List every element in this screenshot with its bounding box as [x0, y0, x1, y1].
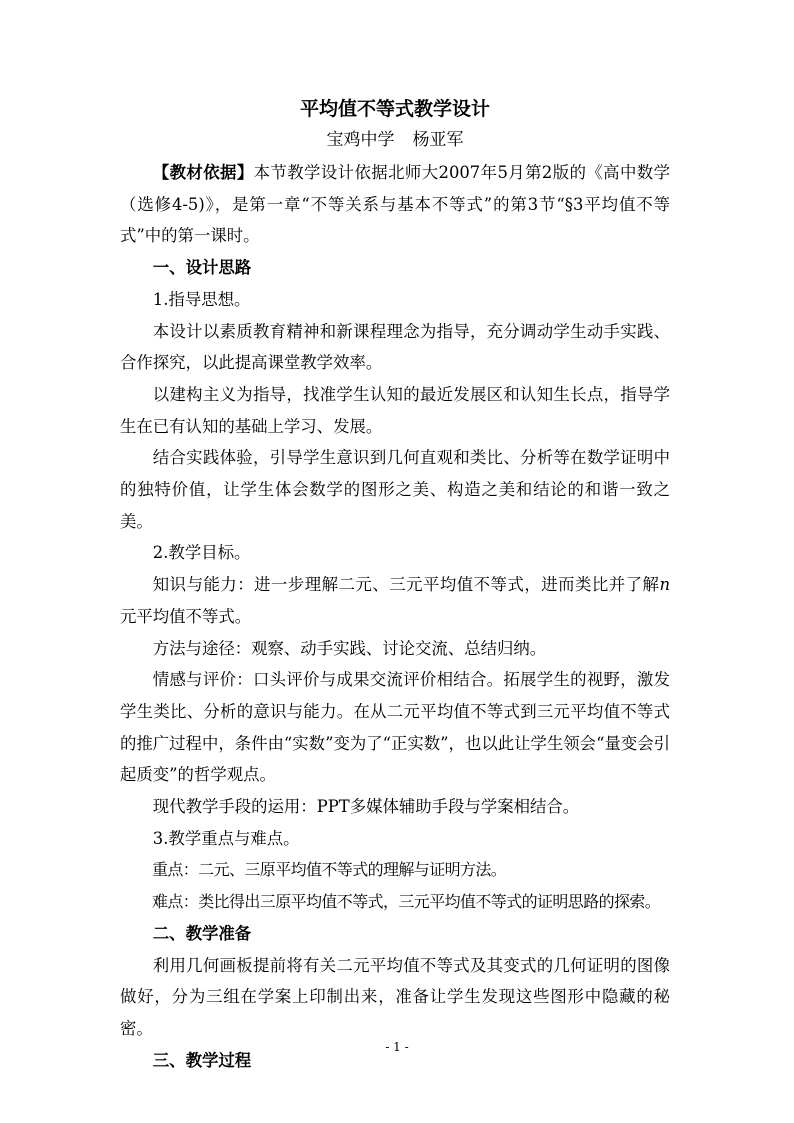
subheading-teaching-goals: 2.教学目标。: [152, 543, 251, 563]
paragraph-guiding-3: 结合实践体验，引导学生意识到几何直观和类比、分析等在数学证明中的独特价值，让学生体会数学的图形之美、构造之美和结论的和谐一致之美。: [120, 448, 670, 531]
goal-method: 方法与途径：观察、动手实践、讨论交流、总结归纳。: [152, 638, 547, 658]
author-line: [120, 127, 670, 153]
section-heading-design: 一、设计思路: [152, 258, 252, 278]
textbook-basis-paragraph: [120, 157, 670, 252]
document-body: [120, 97, 670, 1076]
goal-knowledge-text: 知识与能力：进一步理解二元、三元平均值不等式，进而类比并了解: [152, 575, 660, 595]
author-name: 杨亚军: [412, 130, 464, 150]
paragraph-guiding-1: 本设计以素质教育精神和新课程理念为指导，充分调动学生动手实践、合作探究，以此提高课堂教学效率。: [120, 321, 670, 373]
subheading-guiding-idea: 1.指导思想。: [152, 289, 251, 309]
paragraph-guiding-2: 以建构主义为指导，找准学生认知的最近发展区和认知生长点，指导学生在已有认知的基础上学习、发展。: [120, 384, 670, 436]
basis-text: 本节教学设计依据北师大2007年5月第2版的《高中数学（选修4-5)》，是第一章“不等关系与基本不等式”的第3节“§3平均值不等式”中的第一课时。: [120, 163, 670, 246]
section-heading-process: 三、教学过程: [152, 1050, 252, 1070]
goal-knowledge: [120, 569, 670, 632]
subheading-key-points: 3.教学重点与难点。: [152, 828, 300, 848]
goal-tech: 现代教学手段的运用：PPT多媒体辅助手段与学案相结合。: [152, 797, 580, 817]
goal-emotion: 情感与评价：口头评价与成果交流评价相结合。拓展学生的视野，激发学生类比、分析的意识与能力。在从二元平均值不等式到三元平均值不等式的推广过程中，条件由“实数”变为了“正实数”，也以此让学生领会“量变会引起质变”的哲学观点。: [120, 670, 671, 785]
page-number: - 1 -: [385, 1040, 409, 1054]
school-name: 宝鸡中学: [326, 130, 395, 150]
basis-label: 【教材依据】: [152, 163, 254, 182]
goal-knowledge-tail: 元平均值不等式。: [120, 606, 252, 626]
difficulty-point: 难点：类比得出三原平均值不等式，三元平均值不等式的证明思路的探索。: [152, 892, 661, 912]
section-heading-preparation: 二、教学准备: [152, 923, 252, 943]
variable-n: n: [659, 575, 670, 595]
document-title: 平均值不等式教学设计: [299, 98, 490, 120]
paragraph-preparation: 利用几何画板提前将有关二元平均值不等式及其变式的几何证明的图像做好，分为三组在学案上印制出来，准备让学生发现这些图形中隐藏的秘密。: [120, 955, 670, 1038]
key-point: 重点：二元、三原平均值不等式的理解与证明方法。: [152, 860, 507, 880]
